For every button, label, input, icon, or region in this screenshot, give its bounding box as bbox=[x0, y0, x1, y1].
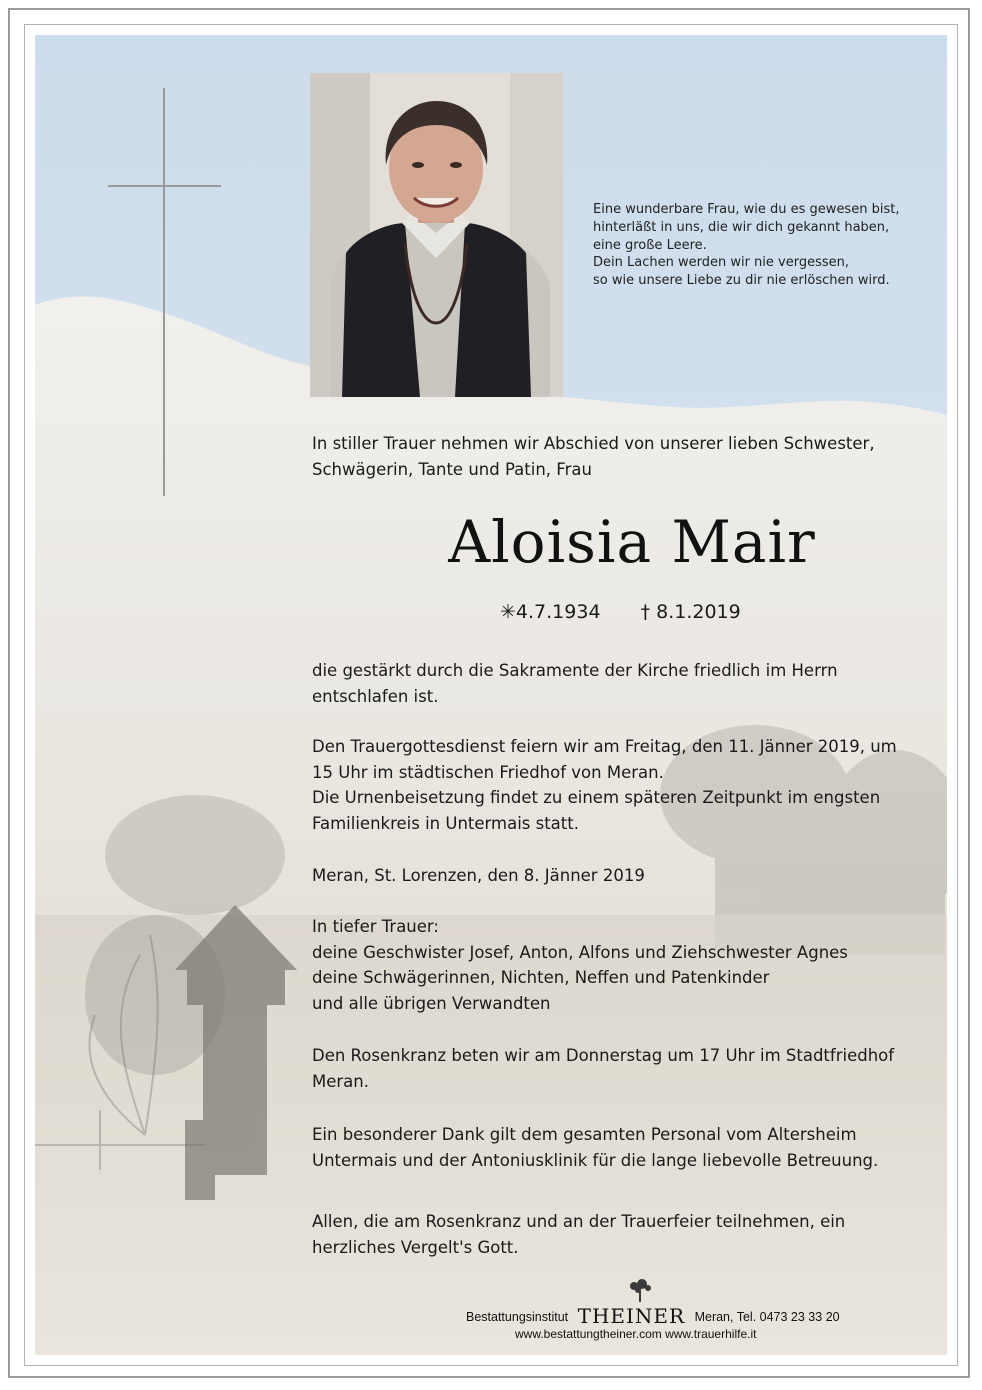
rosary-line: Meran. bbox=[312, 1071, 369, 1091]
intro-line: Schwägerin, Tante und Patin, Frau bbox=[312, 459, 592, 479]
mourners-line: deine Schwägerinnen, Nichten, Neffen und Patenkinder bbox=[312, 968, 770, 987]
poem-line: hinterläßt in uns, die wir dich gekannt haben, bbox=[593, 219, 890, 235]
mourners-line: und alle übrigen Verwandten bbox=[312, 993, 551, 1013]
thanks-line: Untermais und der Antoniusklinik für die lange liebevolle Betreuung. bbox=[312, 1150, 879, 1170]
sacraments-line: entschlafen ist. bbox=[312, 686, 439, 706]
footer-prefix: Bestattungsinstitut bbox=[466, 1310, 569, 1324]
closing-paragraph bbox=[312, 1209, 937, 1260]
rosary-line: Den Rosenkranz beten wir am Donnerstag um 17 Uhr im Stadtfriedhof bbox=[312, 1046, 895, 1065]
thanks-line: Ein besonderer Dank gilt dem gesamten Personal vom Altersheim bbox=[312, 1125, 857, 1144]
memorial-poem bbox=[593, 201, 933, 290]
poem-line: Dein Lachen werden wir nie vergessen, bbox=[593, 255, 850, 271]
birth-date: ✳4.7.1934 bbox=[500, 601, 601, 623]
service-line: 15 Uhr im städtischen Friedhof von Meran. bbox=[312, 762, 664, 782]
closing-line: herzliches Vergelt's Gott. bbox=[312, 1237, 519, 1257]
poem-line: so wie unsere Liebe zu dir nie erlöschen wird. bbox=[593, 273, 890, 289]
mourners-line: deine Geschwister Josef, Anton, Alfons und Ziehschwester Agnes bbox=[312, 942, 848, 962]
sacraments-line: die gestärkt durch die Sakramente der Kirche friedlich im Herrn bbox=[312, 661, 838, 680]
place-date bbox=[312, 863, 937, 889]
footer-company-line bbox=[466, 1304, 886, 1328]
service-paragraph bbox=[312, 734, 937, 836]
portrait-photo bbox=[310, 73, 563, 397]
footer-web: www.bestattungtheiner.com www.trauerhilfe.it bbox=[515, 1327, 757, 1341]
poem-line: Eine wunderbare Frau, wie du es gewesen bist, bbox=[593, 202, 900, 217]
intro-line: In stiller Trauer nehmen wir Abschied von unserer lieben Schwester, bbox=[312, 434, 875, 453]
deceased-name: Aloisia Mair bbox=[448, 508, 816, 576]
service-line: Den Trauergottesdienst feiern wir am Freitag, den 11. Jänner 2019, um bbox=[312, 737, 897, 756]
poem-line: eine große Leere. bbox=[593, 237, 707, 253]
sacraments-paragraph bbox=[312, 658, 937, 709]
cross-icon-horizontal bbox=[108, 185, 221, 187]
service-line: Familienkreis in Untermais statt. bbox=[312, 813, 579, 833]
footer-brand: THEINER bbox=[577, 1304, 686, 1328]
life-dates bbox=[500, 601, 800, 623]
rosary-paragraph bbox=[312, 1043, 937, 1094]
mourners-line: In tiefer Trauer: bbox=[312, 917, 439, 936]
place-date-line: Meran, St. Lorenzen, den 8. Jänner 2019 bbox=[312, 866, 645, 885]
thanks-paragraph bbox=[312, 1122, 937, 1173]
cross-icon-vertical bbox=[163, 88, 165, 496]
closing-line: Allen, die am Rosenkranz und an der Trauerfeier teilnehmen, ein bbox=[312, 1212, 846, 1231]
mourners-paragraph bbox=[312, 914, 937, 1016]
footer-contact: Meran, Tel. 0473 23 33 20 bbox=[694, 1310, 840, 1324]
intro-paragraph bbox=[312, 431, 937, 482]
tree-logo-icon bbox=[620, 1278, 660, 1302]
death-date: † 8.1.2019 bbox=[640, 601, 741, 623]
service-line: Die Urnenbeisetzung findet zu einem späteren Zeitpunkt im engsten bbox=[312, 788, 881, 807]
